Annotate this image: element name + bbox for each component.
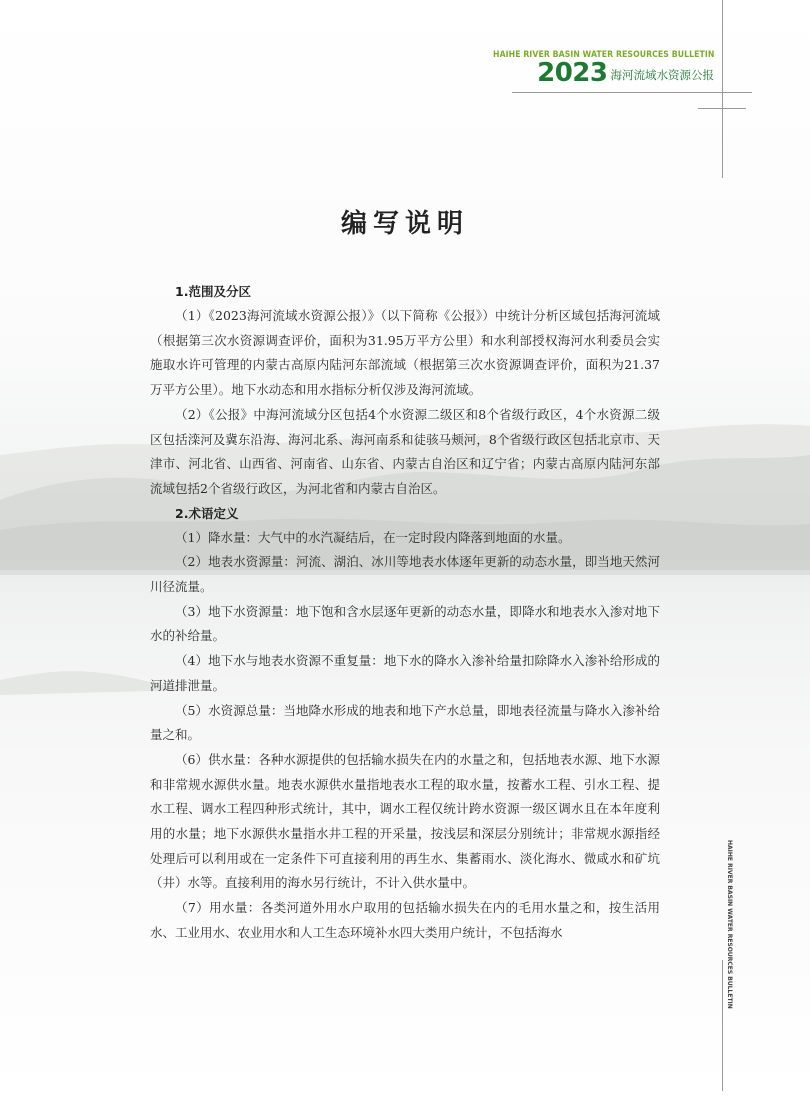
side-english-title: HAIHE RIVER BASIN WATER RESOURCES BULLETIN <box>726 840 733 1009</box>
bulletin-header <box>457 50 714 88</box>
paragraph: （4）地下水与地表水资源不重复量：地下水的降水入渗补给量扣除降水入渗补给形成的河道排泄量。 <box>150 653 660 693</box>
header-english-title: HAIHE RIVER BASIN WATER RESOURCES BULLETIN <box>492 50 714 60</box>
header-year: 2023 <box>537 58 608 88</box>
paragraph: （5）水资源总量：当地降水形成的地表和地下产水总量，即地表径流量与降水入渗补给量之和。 <box>150 702 660 743</box>
header-chinese-title: 海河流域水资源公报 <box>610 68 714 82</box>
document-body <box>150 280 660 946</box>
side-vertical-rule <box>722 960 723 1091</box>
paragraph: （2）地表水资源量：河流、湖泊、冰川等地表水体逐年更新的动态水量，即当地天然河川径流量。 <box>150 554 660 595</box>
section-heading-scope: 1.范围及分区 <box>175 284 251 299</box>
paragraph: （1）降水量：大气中的水汽凝结后，在一定时段内降落到地面的水量。 <box>175 529 571 545</box>
top-vertical-rule <box>722 0 723 178</box>
paragraph: （2）《公报》中海河流域分区包括4个水资源二级区和8个省级行政区，4个水资源二级区包括滦河及冀东沿海、海河北系、海河南系和徒骇马颊河，8个省级行政区包括北京市、天津市、河北省、山西省、河南省、山东省、内蒙古自治区和辽宁省；内蒙古高原内陆河东部流域包括2个省级行政区，为河北省和内蒙古自治区。 <box>150 406 660 496</box>
header-divider-long <box>512 92 752 93</box>
side-tab <box>728 1016 810 1106</box>
paragraph: （6）供水量：各种水源提供的包括输水损失在内的水量之和，包括地表水源、地下水源和非常规水源供水量。地表水源供水量指地表水工程的取水量，按蓄水工程、引水工程、提水工程、调水工程四种形式统计，其中，调水工程仅统计跨水资源一级区调水且在本年度利用的水量；地下水源供水量指水井工程的开采量，按浅层和深层分别统计；非常规水源指经处理后可以利用或在一定条件下可直接利用的再生水、集蓄雨水、淡化海水、微咸水和矿坑（井）水等。直接利用的海水另行统计，不计入供水量中。 <box>150 751 660 891</box>
paragraph: （1）《2023海河流域水资源公报）》（以下简称《公报》）中统计分析区域包括海河流域（根据第三次水资源调查评价，面积为31.95万平方公里）和水利部授权海河水利委员会实施取水许可管理的内蒙古高原内陆河东部流域（根据第三次水资源调查评价，面积为21.37万平方公里）。地下水动态和用水指标分析仅涉及海河流域。 <box>150 308 660 398</box>
page-title: 编写说明 <box>340 209 469 239</box>
header-divider-short <box>698 108 746 109</box>
section-heading-definitions: 2.术语定义 <box>175 505 239 521</box>
paragraph: （3）地下水资源量：地下饱和含水层逐年更新的动态水量，即降水和地表水入渗对地下水的补给量。 <box>150 603 660 644</box>
paragraph: （7）用水量：各类河道外用水户取用的包括输水损失在内的毛用水量之和，按生活用水、工业用水、农业用水和人工生态环境补水四大类用户统计，不包括海水 <box>150 900 660 940</box>
